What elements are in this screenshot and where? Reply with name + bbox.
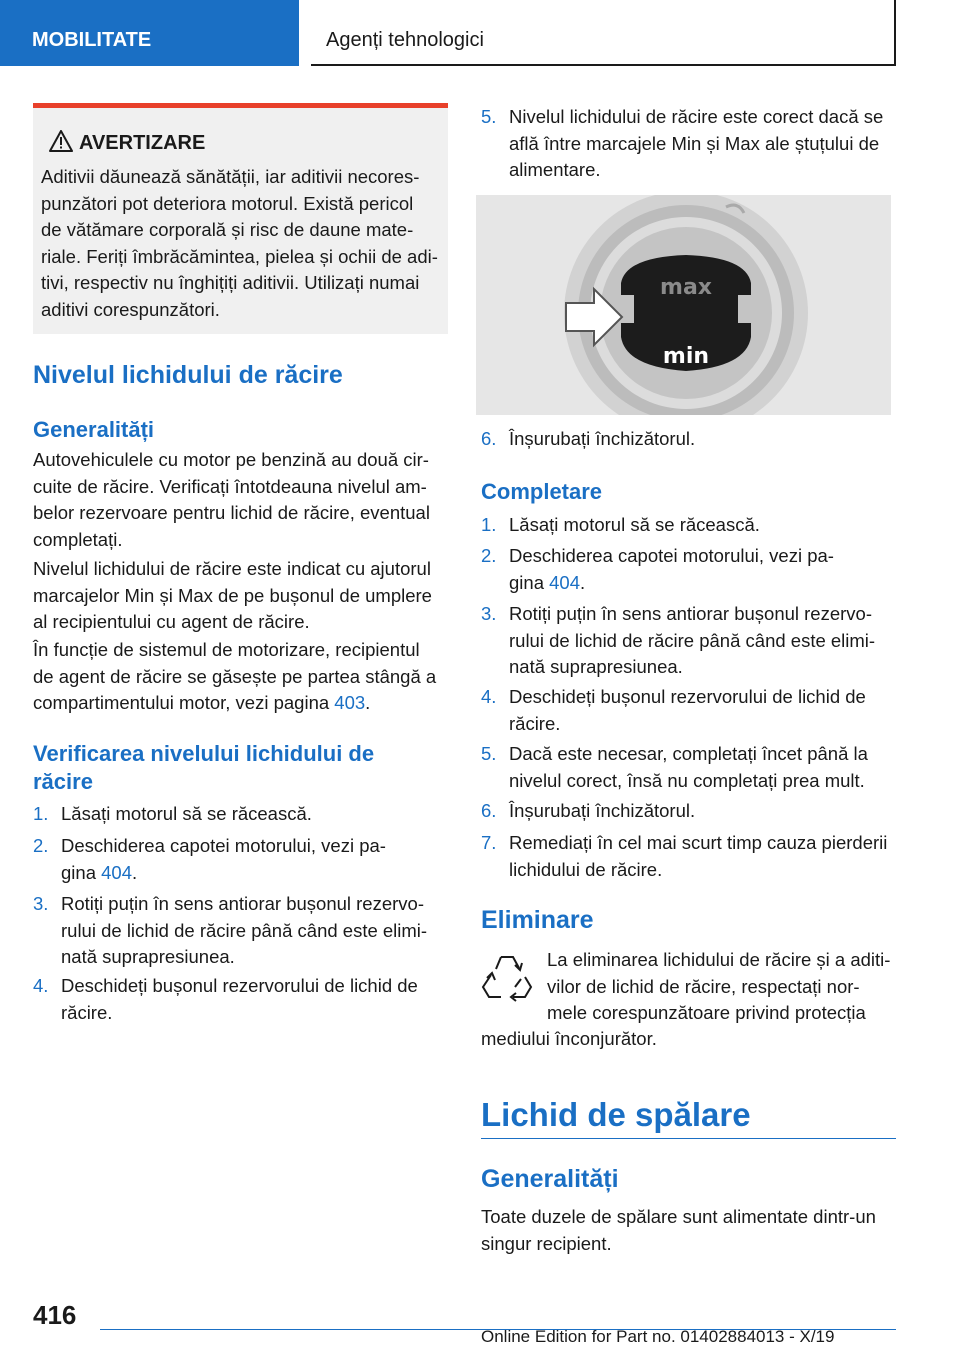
page-header — [0, 0, 960, 66]
warning-line: tivi, respectiv nu înghițiți aditivii. Utilizați numai — [41, 272, 420, 293]
paragraph-washer: Toate duzele de spălare sunt alimentate dintr-un singur recipient. — [481, 1206, 876, 1254]
warning-triangle-icon — [49, 130, 73, 152]
page-link-403[interactable]: 403 — [334, 692, 366, 713]
warning-box — [33, 103, 448, 334]
text-line: compartimentului motor, vezi pagina 403. — [33, 692, 371, 713]
page-link-404[interactable]: 404 — [101, 861, 132, 883]
chapter-heading-washer: Lichid de spălare — [481, 1096, 751, 1133]
step-number: 4. — [481, 686, 497, 707]
step-number: 3. — [481, 603, 497, 624]
paragraph-location — [33, 637, 448, 717]
section-tab — [0, 0, 299, 66]
warning-line: de vătămare corporală și risc de daune mate- — [41, 219, 414, 240]
paragraph-markings — [33, 556, 448, 636]
paragraph-disposal-end: mediului înconjurător. — [481, 1028, 657, 1049]
subheading-check-level: Verificarea nivelului lichidului de răcire — [33, 741, 375, 794]
warning-line: aditivi corespunzători. — [41, 298, 220, 320]
step-number: 4. — [33, 975, 49, 996]
text-line: marcajelor Min și Max de pe bușonul de umplere — [33, 584, 432, 606]
warning-line: riale. Feriți îmbrăcămintea, pielea și ochii de adi- — [41, 245, 438, 267]
text-line: al recipientului cu agent de răcire. — [33, 611, 310, 632]
step-number: 2. — [481, 545, 497, 566]
chapter-label: Agenți tehnologici — [326, 29, 484, 51]
recycle-icon — [481, 951, 533, 1003]
step-number: 2. — [33, 835, 49, 856]
coolant-cap-illustration — [476, 195, 891, 415]
subheading-fill: Completare — [481, 479, 603, 504]
subheading-washer-general: Generalități — [481, 1165, 619, 1193]
subheading-general: Generalități — [33, 417, 155, 442]
warning-title-text: AVERTIZARE — [79, 132, 206, 154]
paragraph-intro — [33, 447, 448, 553]
section-heading-coolant: Nivelul lichidului de răcire — [33, 361, 343, 389]
step-number: 3. — [33, 893, 49, 914]
section-heading-disposal: Eliminare — [481, 906, 594, 934]
step-number: 1. — [481, 514, 497, 535]
coolant-cap-drawing — [476, 195, 891, 415]
text-line: belor rezervoare pentru lichid de răcire, eventual — [33, 502, 430, 523]
step-number: 1. — [33, 803, 49, 824]
warning-title — [41, 132, 440, 162]
step-number: 7. — [481, 832, 497, 853]
text-line: completați. — [33, 528, 123, 550]
paragraph-disposal: La eliminarea lichidului de răcire și a aditi- vilor de lichid de răcire, respectați nor- mele corespunzătoare privind protecția — [547, 949, 891, 1023]
text-line: În funcție de sistemul de motorizare, recipientul — [33, 639, 420, 660]
edition-note: Online Edition for Part no. 01402884013 - X/19 — [481, 1327, 835, 1346]
page-link-404[interactable]: 404 — [549, 571, 580, 593]
min-marking: min — [662, 344, 710, 369]
step-number: 6. — [481, 428, 497, 449]
heading-divider — [481, 1138, 896, 1139]
step-number: 6. — [481, 800, 497, 821]
text-line: cuite de răcire. Verificați întotdeauna nivelul am- — [33, 475, 427, 497]
warning-line: punzători pot deteriora motorul. Există pericol — [41, 192, 414, 214]
text-line: Autovehiculele cu motor pe benzină au două cir- — [33, 449, 429, 470]
step-number: 5. — [481, 743, 497, 764]
text-line: Nivelul lichidului de răcire este indicat cu ajutorul — [33, 558, 431, 579]
warning-text — [41, 164, 440, 323]
warning-line: Aditivii dăunează sănătății, iar aditivii necores- — [41, 166, 420, 187]
max-marking: max — [660, 275, 712, 300]
page-number: 416 — [33, 1300, 77, 1330]
step-number: 5. — [481, 106, 497, 127]
section-label: MOBILITATE — [32, 29, 152, 51]
text-line: de agent de răcire se găsește pe partea stângă a — [33, 665, 437, 687]
chapter-tab — [311, 0, 896, 66]
